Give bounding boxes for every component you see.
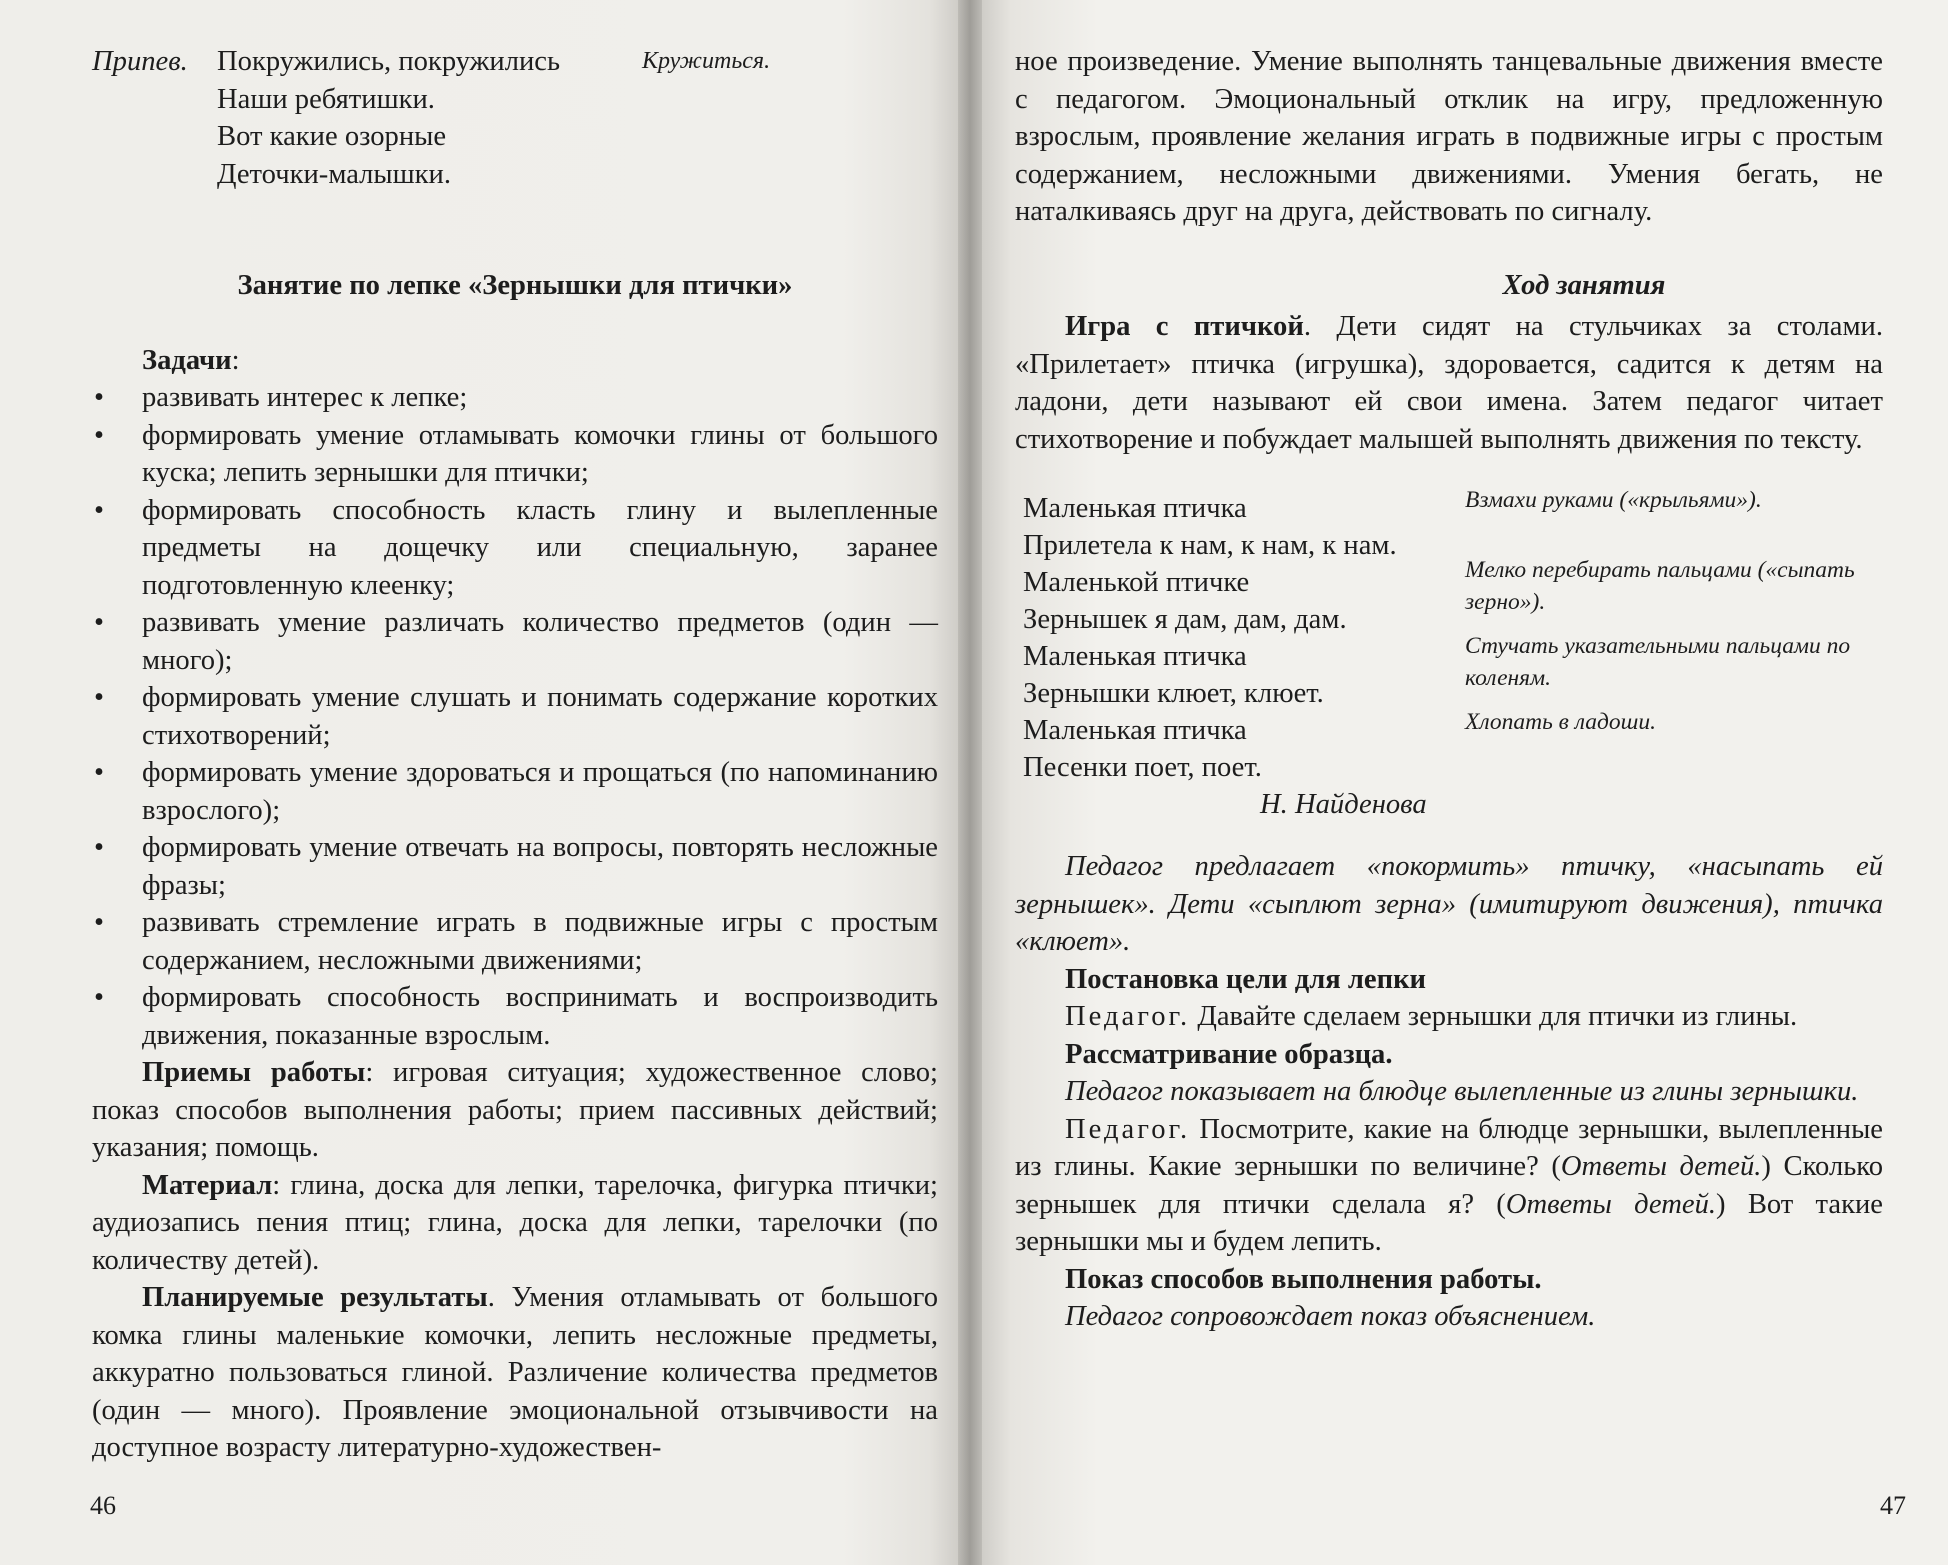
poem-line: Маленькая птичка bbox=[1023, 715, 1247, 746]
task-item: • развивать интерес к лепке; bbox=[92, 379, 938, 417]
results-continuation: ное произведение. Умение выполнять танцевальные движения вместе с педагогом. Эмоциональный отклик на игру, предложенную взрослым, проявление желания играть в подвижные игры с простым содержанием, несложными движениями. Умения бегать, не наталкиваясь друг на друга, действовать по сигналу. bbox=[1015, 46, 1883, 227]
game-paragraph bbox=[1015, 308, 1883, 458]
tasks-heading: Задачи: bbox=[142, 344, 240, 376]
task-item: • формировать способность воспринимать и воспроизводить движения, показанные взрослым. bbox=[92, 979, 938, 1054]
teacher-label: Педагог. bbox=[1065, 1001, 1191, 1032]
sample-speech-part: Посмотрите, какие на блюдце зернышки, вылепленные из глины. Какие зернышки по величине? ( bbox=[1015, 1113, 1883, 1182]
results-paragraph bbox=[92, 1279, 938, 1467]
poem-action: Стучать указательными пальцами по коленям. bbox=[1465, 633, 1851, 691]
poem-action: Хлопать в ладоши. bbox=[1465, 709, 1657, 735]
page-number-right: 47 bbox=[1880, 1491, 1906, 1520]
show-text: Педагог сопровождает показ объяснением. bbox=[1065, 1301, 1596, 1332]
left-page-content bbox=[92, 43, 938, 1467]
material-label: Материал bbox=[142, 1169, 273, 1201]
sample-text: Педагог показывает на блюдце вылепленные из глины зернышки. bbox=[1065, 1076, 1859, 1107]
teacher-label: Педагог. bbox=[1065, 1113, 1191, 1145]
chorus-line: Покружились, покружились bbox=[217, 46, 561, 77]
book-gutter bbox=[958, 0, 982, 1565]
game-text: . Дети сидят на стульчиках за столами. «Прилетает» птичка (игрушка), здоровается, садится к детям на ладони, дети называют ей свои имена. Затем педагог читает стихотворение и побуждает малышей выполнять движения по тексту. bbox=[1015, 311, 1883, 455]
sample-speech bbox=[1015, 1111, 1883, 1261]
game-label: Игра с птичкой bbox=[1065, 311, 1304, 342]
sample-heading: Рассматривание образца. bbox=[1065, 1038, 1393, 1070]
goal-speech bbox=[1015, 998, 1883, 1036]
poem-author: Н. Найденова bbox=[1260, 789, 1427, 820]
poem-line: Маленькая птичка bbox=[1023, 641, 1247, 672]
goal-speech-text: Давайте сделаем зернышки для птички из глины. bbox=[1197, 1001, 1798, 1032]
poem-line: Маленькая птичка bbox=[1023, 493, 1247, 524]
chorus-lines bbox=[217, 43, 560, 193]
methods-paragraph bbox=[92, 1054, 938, 1167]
material-text: : глина, доска для лепки, тарелочка, фигурка птички; аудиозапись пения птиц; глина, доска для лепки, тарелочки (по количеству детей). bbox=[92, 1169, 938, 1276]
chorus-label: Припев. bbox=[92, 46, 188, 77]
methods-label: Приемы работы bbox=[142, 1057, 366, 1088]
feed-paragraph: Педагог предлагает «покормить» птичку, «насыпать ей зернышек». Дети «сыплют зерна» (имитируют движения), птичка «клюет». bbox=[1015, 851, 1883, 957]
poem-line: Зернышки клюет, клюет. bbox=[1023, 678, 1324, 709]
task-item: • формировать умение отвечать на вопросы, повторять несложные фразы; bbox=[92, 829, 938, 904]
chorus-line: Наши ребятишки. bbox=[217, 83, 435, 115]
poem-line: Песенки поет, поет. bbox=[1023, 752, 1262, 783]
task-item: • формировать умение слушать и понимать содержание коротких стихотворений; bbox=[92, 679, 938, 754]
chorus-line: Вот какие озорные bbox=[217, 121, 447, 152]
poem-line: Маленькой птичке bbox=[1023, 567, 1250, 598]
goal-heading: Постановка цели для лепки bbox=[1065, 963, 1427, 995]
show-heading: Показ способов выполнения работы. bbox=[1065, 1263, 1542, 1295]
task-item: • формировать способность класть глину и вылепленные предметы на дощечку или специальную, заранее подготовленную клеенку; bbox=[92, 492, 938, 605]
methods-text: : игровая ситуация; художественное слово; показ способов выполнения работы; прием пассивных действий; указания; помощь. bbox=[92, 1057, 938, 1163]
task-item: • развивать умение различать количество предметов (один — много); bbox=[92, 604, 938, 679]
poem-line: Прилетела к нам, к нам, к нам. bbox=[1023, 530, 1397, 561]
sample-answer: Ответы детей. bbox=[1505, 1188, 1717, 1220]
sample-speech-part: ) Сколько зернышек для птички сделала я? ( bbox=[1015, 1151, 1883, 1220]
task-item: • формировать умение здороваться и прощаться (по напоминанию взрослого); bbox=[92, 754, 938, 829]
poem bbox=[1015, 487, 1883, 820]
right-page-content bbox=[1015, 43, 1883, 1336]
page-number-left: 46 bbox=[90, 1491, 116, 1520]
poem-action: Мелко перебирать пальцами («сыпать зерно»). bbox=[1465, 557, 1855, 615]
task-item: • формировать умение отламывать комочки глины от большого куска; лепить зернышки для птички; bbox=[92, 417, 938, 492]
lesson-progress-title: Ход занятия bbox=[1502, 269, 1666, 301]
results-text: . Умения отламывать от большого комка глины маленькие комочки, лепить несложные предметы, аккуратно пользоваться глиной. Различение количества предметов (один — много). Проявление эмоциональной отзывчивости на доступное возрасту литературно-художествен- bbox=[92, 1282, 938, 1463]
poem-action: Взмахи руками («крыльями»). bbox=[1465, 487, 1762, 513]
poem-line: Зернышек я дам, дам, дам. bbox=[1023, 604, 1347, 635]
song-chorus bbox=[92, 43, 938, 193]
sample-answer: Ответы детей. bbox=[1560, 1151, 1762, 1182]
chorus-line: Деточки-малышки. bbox=[217, 158, 451, 190]
lesson-title: Занятие по лепке «Зернышки для птички» bbox=[237, 270, 793, 301]
task-item: • развивать стремление играть в подвижные игры с простым содержанием, несложными движениями; bbox=[92, 904, 938, 979]
left-page bbox=[0, 0, 958, 1565]
chorus-action: Кружиться. bbox=[642, 48, 771, 74]
tasks-label: Задачи bbox=[142, 344, 232, 376]
sample-speech-part: ) Вот такие зернышки мы и будем лепить. bbox=[1015, 1188, 1883, 1257]
results-label: Планируемые результаты bbox=[142, 1282, 488, 1313]
material-paragraph bbox=[92, 1167, 938, 1280]
